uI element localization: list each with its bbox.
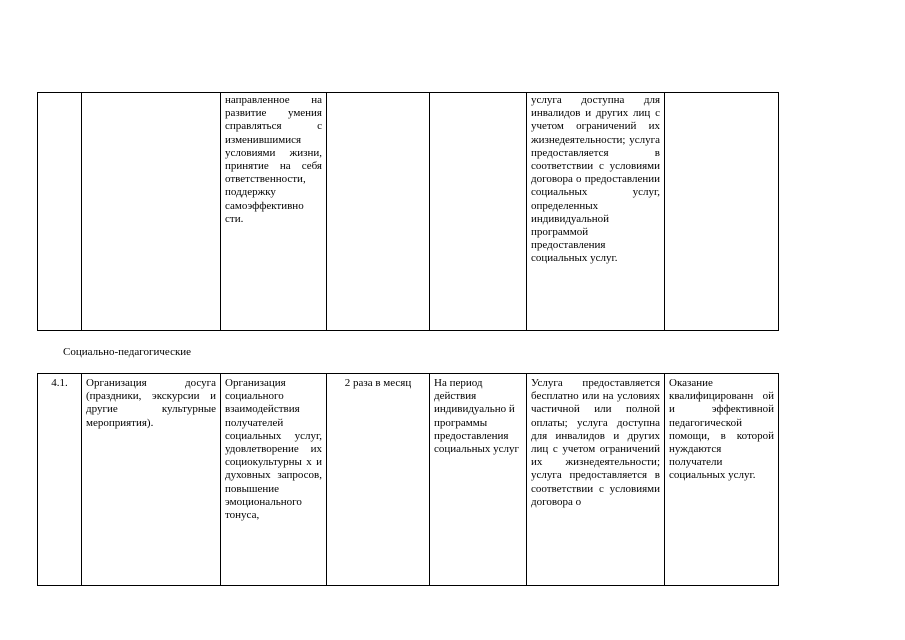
cell-result: Оказание квалифицированн ой и эффективной педагогической помощи, в которой нуждаются получатели социальных услуг. [665, 374, 779, 586]
section-heading: Социально-педагогические [63, 346, 192, 358]
cell-period [430, 93, 527, 331]
cell-number: 4.1. [38, 374, 82, 586]
cell-frequency [327, 93, 430, 331]
cell-service-description: направленное на развитие умения справляться с изменившимися условиями жизни, принятие на себя ответственности, поддержку самоэффективно сти. [221, 93, 327, 331]
services-table [37, 373, 779, 586]
cell-period: На период действия индивидуально й программы предоставления социальных услуг [430, 374, 527, 586]
cell-number [38, 93, 82, 331]
cell-service-name [82, 93, 221, 331]
services-table-continued [37, 92, 779, 331]
table-row [38, 374, 779, 586]
cell-frequency: 2 раза в месяц [327, 374, 430, 586]
cell-service-description: Организация социального взаимодействия получателей социальных услуг, удовлетворение их социокультурны х и духовных запросов, повышение эмоционального тонуса, [221, 374, 327, 586]
cell-result [665, 93, 779, 331]
table-row [38, 93, 779, 331]
cell-service-name: Организация досуга (праздники, экскурсии и другие культурные мероприятия). [82, 374, 221, 586]
cell-conditions: Услуга предоставляется бесплатно или на условиях частичной или полной оплаты; услуга доступна для инвалидов и других лиц с учетом ограничений их жизнедеятельности; услуга предоставляется в соответствии с условиями договора о [527, 374, 665, 586]
cell-conditions: услуга доступна для инвалидов и других лиц с учетом ограничений их жизнедеятельности; услуга предоставляется в соответствии с условиями договора о предоставлении социальных услуг, определенных индивидуальной программой предоставления социальных услуг. [527, 93, 665, 331]
